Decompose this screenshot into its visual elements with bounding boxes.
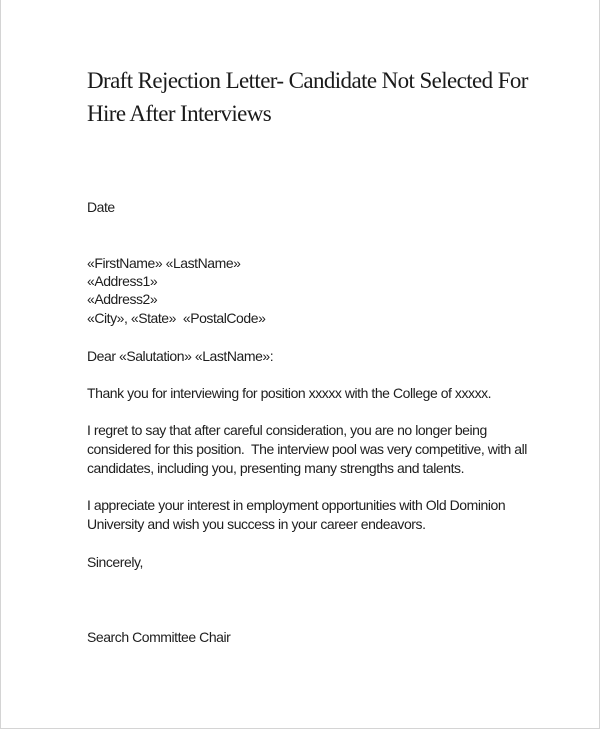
paragraph-3-line: I appreciate your interest in employment opportunities with Old Dominion: [87, 497, 506, 513]
document-title-line-2: Hire After Interviews: [87, 101, 272, 126]
paragraph-2-line: I regret to say that after careful consideration, you are no longer being: [87, 422, 487, 438]
paragraph-3-line: University and wish you success in your career endeavors.: [87, 516, 426, 532]
salutation: Dear «Salutation» «LastName»:: [87, 348, 274, 364]
address-line: «Address2»: [87, 291, 158, 307]
date-placeholder: Date: [87, 199, 115, 215]
address-line: «FirstName» «LastName»: [87, 255, 241, 271]
closing: Sincerely,: [87, 554, 143, 570]
paragraph-2-line: candidates, including you, presenting many strengths and talents.: [87, 460, 465, 476]
address-line: «City», «State» «PostalCode»: [87, 310, 266, 326]
signature: Search Committee Chair: [87, 629, 231, 645]
paragraph-1-line: Thank you for interviewing for position xxxxx with the College of xxxxx.: [87, 385, 492, 401]
address-line: «Address1»: [87, 273, 158, 289]
document-title-line-1: Draft Rejection Letter- Candidate Not Selected For: [87, 68, 528, 93]
paragraph-2-line: considered for this position. The interview pool was very competitive, with all: [87, 441, 527, 457]
